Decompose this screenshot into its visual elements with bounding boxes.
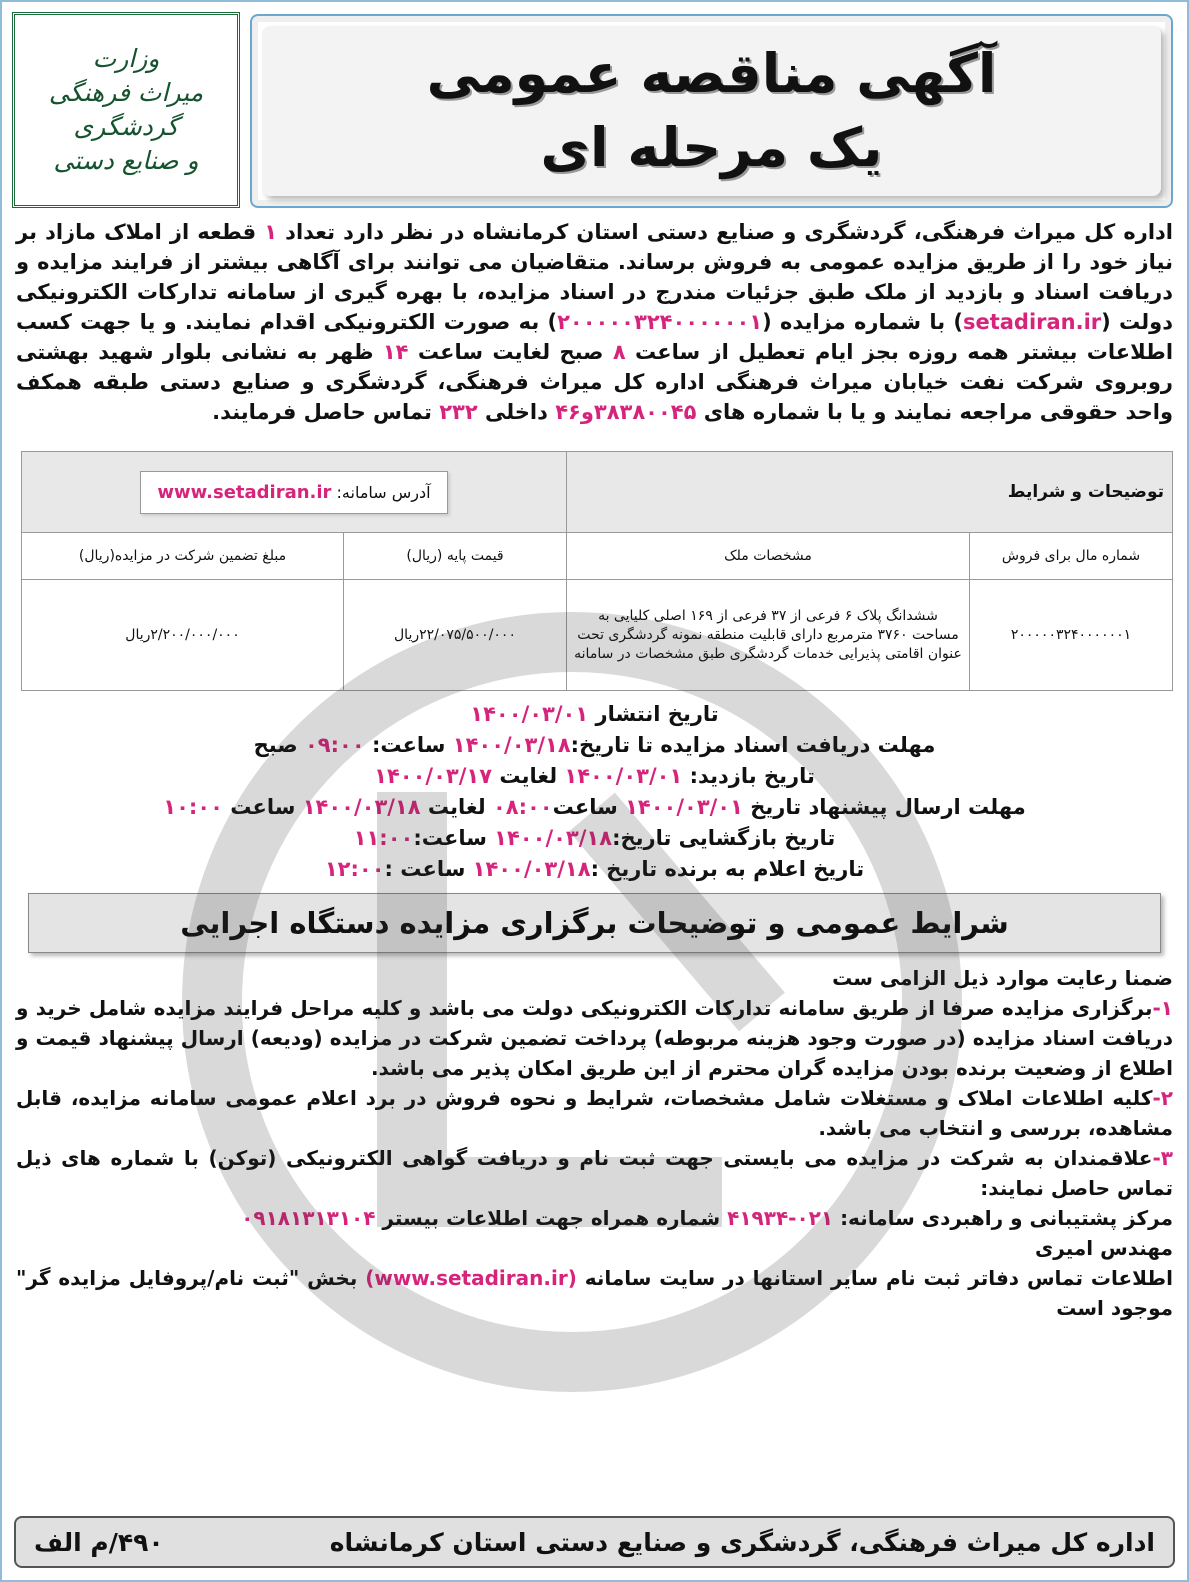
col-guarantee: مبلغ تضمین شرکت در مزایده(ریال) xyxy=(22,533,344,580)
visit-date-line: تاریخ بازدید: ۱۴۰۰/۰۳/۰۱ لغایت ۱۴۰۰/۰۳/۱۷ xyxy=(374,764,815,788)
auction-table xyxy=(21,451,1173,691)
engineer-name: مهندس امیری xyxy=(1034,1236,1173,1260)
extension-number: ۲۳۲ xyxy=(439,400,478,424)
ministry-logo xyxy=(12,12,240,208)
docs-deadline-line: مهلت دریافت اسناد مزایده تا تاریخ:۱۴۰۰/۰۳/۱۸ ساعت: ۰۹:۰۰ صبح xyxy=(253,733,936,757)
hour-from: ۸ xyxy=(612,340,626,364)
col-description: مشخصات ملک xyxy=(567,533,970,580)
property-count: ۱ xyxy=(264,220,278,244)
rule-1: ۱-برگزاری مزایده صرفا از طریق سامانه تدارکات الکترونیکی دولت می باشد و کلیه مراحل فرایند مزایده شامل خرید و دریافت اسناد مزایده (در صورت وجود هزینه مربوطه) پرداخت تضمین شرکت در مزایده (ودیعه) ارسال پیشنهاد قیمت و اطلاع از وضعیت برنده بودن مزایده گران محترم از این طریق امکان پذیر می باشد. xyxy=(16,996,1173,1080)
hour-to: ۱۴ xyxy=(382,340,409,364)
col-base-price: قیمت پایه (ریال) xyxy=(344,533,567,580)
cell-item-no: ۲۰۰۰۰۰۳۲۴۰۰۰۰۰۰۱ xyxy=(970,580,1173,691)
setad-link[interactable]: setadiran.ir xyxy=(962,310,1102,334)
offer-deadline-line: مهلت ارسال پیشنهاد تاریخ ۱۴۰۰/۰۳/۰۱ ساعت۰۸:۰۰ لغایت ۱۴۰۰/۰۳/۱۸ ساعت ۱۰:۰۰ xyxy=(163,795,1026,819)
address-url[interactable]: www.setadiran.ir xyxy=(157,481,332,503)
footer-ref: ۴۹۰/م الف xyxy=(34,1527,164,1557)
cell-guarantee: ۲/۲۰۰/۰۰۰/۰۰۰ریال xyxy=(22,580,344,691)
rule-2: ۲-کلیه اطلاعات املاک و مستغلات شامل مشخصات، شرایط و نحوه فروش در برد اعلام عمومی سامانه مزایده، قابل مشاهده، بررسی و انتخاب می باشد. xyxy=(16,1086,1173,1140)
col-item-no: شماره مال برای فروش xyxy=(970,533,1173,580)
address-label: آدرس سامانه: xyxy=(336,482,431,502)
intro-paragraph: اداره کل میراث فرهنگی، گردشگری و صنایع دستی استان کرمانشاه در نظر دارد تعداد ۱ قطعه از املاک مازاد بر نیاز خود را از طریق مزایده عمومی به فروش برساند. متقاضیان می توانند برای آگاهی بیشتر از فرایند مزایده و دریافت اسناد و بازدید از ملک طبق جزئیات مندرج در اسناد مزایده، با بهره گیری از سامانه تدارکات الکترونیکی دولت (setadiran.ir) با شماره مزایده (۲۰۰۰۰۰۳۲۴۰۰۰۰۰۰۱) به صورت الکترونیکی اقدام نمایند. و یا جهت کسب اطلاعات بیشتر همه روزه بجز ایام تعطیل از ساعت ۸ صبح لغایت ساعت ۱۴ ظهر به نشانی بلوار شهید بهشتی روبروی شرکت نفت خیابان میراث فرهنگی اداره کل میراث فرهنگی، گردشگری و صنایع دستی طبقه همکف واحد حقوقی مراجعه نمایند و یا با شماره های ۳۸۳۸۰۰۴۵و۴۶ داخلی ۲۳۲ تماس حاصل فرمایند. xyxy=(16,220,1174,424)
cell-base-price: ۲۲/۰۷۵/۵۰۰/۰۰۰ریال xyxy=(344,580,567,691)
dates-block xyxy=(2,699,1187,885)
cell-description: ششدانگ پلاک ۶ فرعی از ۳۷ فرعی از ۱۶۹ اصلی کلیایی به مساحت ۳۷۶۰ مترمربع دارای قابلیت منطقه نمونه گردشگری تحت عنوان اقامتی پذیرایی خدمات گردشگری طبق مشخصات در سامانه xyxy=(567,580,970,691)
mobile-phone: ۰۹۱۸۱۳۱۳۱۰۴ xyxy=(241,1206,376,1230)
title-box xyxy=(250,14,1173,208)
support-line: مرکز پشتیبانی و راهبردی سامانه: ۰۲۱-۴۱۹۳۴ شماره همراه جهت اطلاعات بیستر ۰۹۱۸۱۳۱۳۱۰۴ xyxy=(241,1206,1173,1230)
section-title: شرایط عمومی و توضیحات برگزاری مزایده دستگاه اجرایی xyxy=(28,893,1161,953)
rules-lead: ضمنا رعایت موارد ذیل الزامی ست xyxy=(832,966,1173,990)
phone-number: ۳۸۳۸۰۰۴۵و۴۶ xyxy=(555,400,697,424)
logo-line-3: گردشگری xyxy=(73,112,179,141)
title-line-1: آگهی مناقصه عمومی xyxy=(426,42,997,105)
address-box xyxy=(140,471,447,514)
conditions-label: توضیحات و شرایط xyxy=(567,452,1173,533)
header xyxy=(2,2,1187,207)
opening-date-line: تاریخ بازگشایی تاریخ:۱۴۰۰/۰۳/۱۸ ساعت:۱۱:۰۰ xyxy=(353,826,836,850)
publish-date-line: تاریخ انتشار ۱۴۰۰/۰۳/۰۱ xyxy=(470,702,719,726)
title-line-2: یک مرحله ای xyxy=(540,116,883,179)
logo-line-1: وزارت xyxy=(92,44,160,73)
offices-link[interactable]: (www.setadiran.ir) xyxy=(365,1266,577,1290)
footer-org: اداره کل میراث فرهنگی، گردشگری و صنایع دستی استان کرمانشاه xyxy=(329,1527,1155,1557)
offices-line: اطلاعات تماس دفاتر ثبت نام سایر استانها در سایت سامانه (www.setadiran.ir) بخش "ثبت نام/پروفایل مزایده گر" موجود است xyxy=(16,1266,1173,1320)
table-row xyxy=(22,580,1173,691)
logo-line-4: و صنایع دستی xyxy=(53,146,199,175)
auction-number: ۲۰۰۰۰۰۳۲۴۰۰۰۰۰۰۱ xyxy=(557,310,763,334)
winner-date-line: تاریخ اعلام به برنده تاریخ :۱۴۰۰/۰۳/۱۸ ساعت :۱۲:۰۰ xyxy=(324,857,865,881)
rules-block xyxy=(16,963,1173,1323)
logo-line-2: میراث فرهنگی xyxy=(48,78,204,107)
support-phone: ۰۲۱-۴۱۹۳۴ xyxy=(727,1206,834,1230)
rule-3: ۳-علاقمندان به شرکت در مزایده می بایستی جهت ثبت نام و دریافت گواهی الکترونیکی (توکن) با شماره های ذیل تماس حاصل نمایند: xyxy=(16,1146,1173,1200)
footer-bar xyxy=(14,1516,1175,1568)
